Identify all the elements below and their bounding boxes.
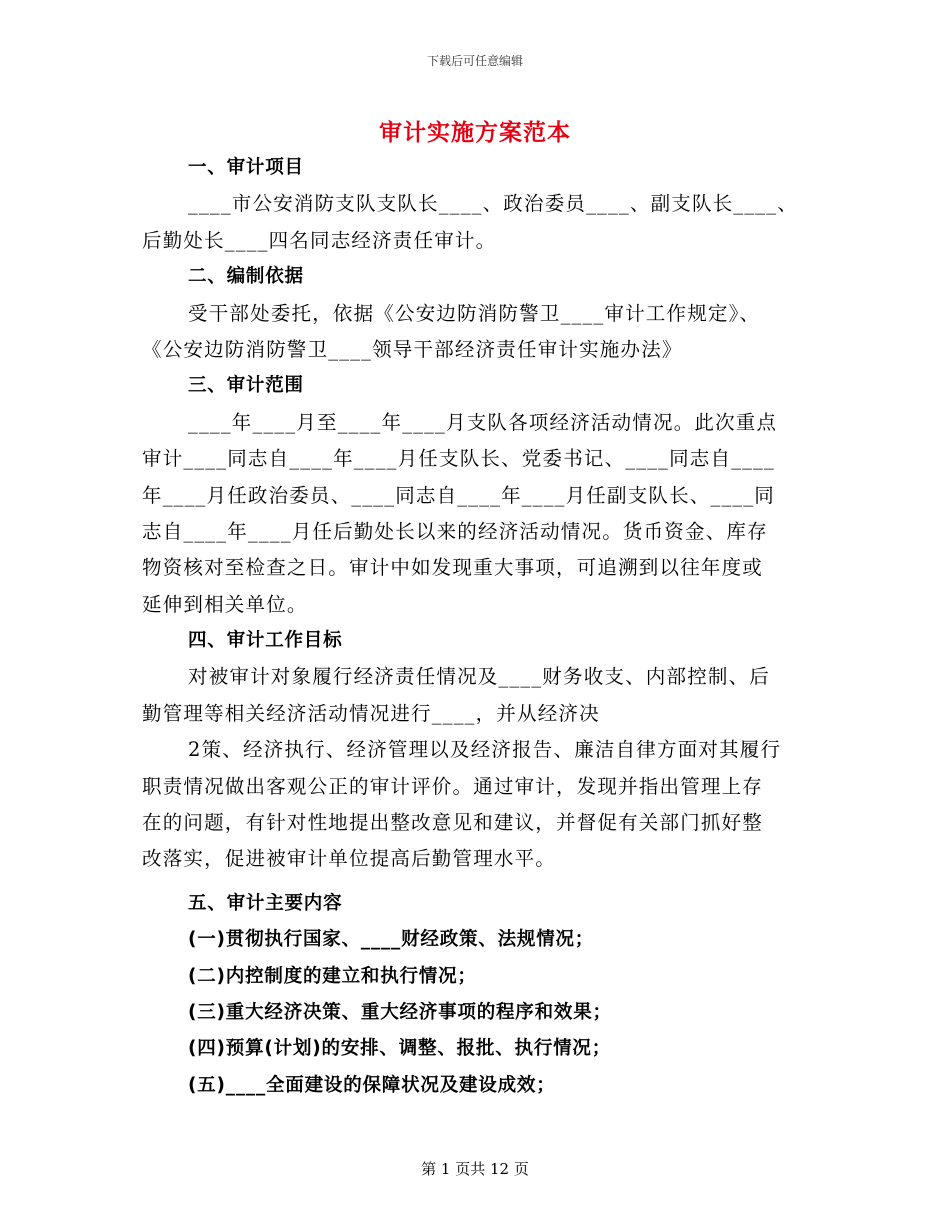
- content-item: (三)重大经济决策、重大经济事项的程序和效果；: [188, 1001, 612, 1023]
- body-line: 志自____年____月任后勤处长以来的经济活动情况。货币资金、库存: [142, 519, 768, 543]
- body-line: 在的问题，有针对性地提出整改意见和建议，并督促有关部门抓好整: [142, 811, 764, 835]
- body-line: 受干部处委托，依据《公安边防消防警卫____审计工作规定》、: [188, 301, 761, 325]
- document-body: [142, 150, 810, 1104]
- content-item: (一)贯彻执行国家、____财经政策、法规情况；: [188, 929, 595, 951]
- document-title: 审计实施方案范本: [379, 119, 571, 146]
- section-heading: 五、审计主要内容: [188, 892, 343, 914]
- page-number: 第 1 页共 12 页: [421, 1160, 529, 1178]
- body-line: 改落实，促进被审计单位提高后勤管理水平。: [142, 847, 557, 871]
- body-line: ____年____月至____年____月支队各项经济活动情况。此次重点: [188, 410, 778, 434]
- body-line: ____市公安消防支队支队长____、政治委员____、副支队长____、: [188, 192, 798, 216]
- body-line: 《公安边防消防警卫____领导干部经济责任审计实施办法》: [142, 337, 683, 361]
- body-line: 审计____同志自____年____月任支队长、党委书记、____同志自____: [142, 447, 776, 471]
- body-line: 年____月任政治委员、____同志自____年____月任副支队长、____同: [142, 483, 776, 507]
- content-item: (二)内控制度的建立和执行情况；: [188, 965, 477, 987]
- section-heading: 一、审计项目: [188, 157, 304, 178]
- body-line: 延伸到相关单位。: [142, 592, 308, 616]
- body-line: 2策、经济执行、经济管理以及经济报告、廉洁自律方面对其履行: [188, 738, 782, 762]
- header-note: 下载后可任意编辑: [426, 54, 523, 68]
- section-heading: 二、编制依据: [188, 266, 304, 288]
- body-line: 对被审计对象履行经济责任情况及____财务收支、内部控制、后: [188, 665, 771, 689]
- body-line: 物资核对至检查之日。审计中如发现重大事项，可追溯到以往年度或: [142, 556, 764, 580]
- content-item: (四)预算(计划)的安排、调整、报批、执行情况；: [188, 1038, 612, 1060]
- section-heading: 四、审计工作目标: [188, 630, 343, 652]
- body-line: 后勤处长____四名同志经济责任审计。: [142, 228, 497, 252]
- body-line: 勤管理等相关经济活动情况进行____，并从经济决: [142, 701, 600, 725]
- content-item: (五)____全面建设的保障状况及建设成效；: [188, 1074, 556, 1096]
- section-heading: 三、审计范围: [188, 375, 304, 397]
- body-line: 职责情况做出客观公正的审计评价。通过审计，发现并指出管理上存: [142, 774, 764, 798]
